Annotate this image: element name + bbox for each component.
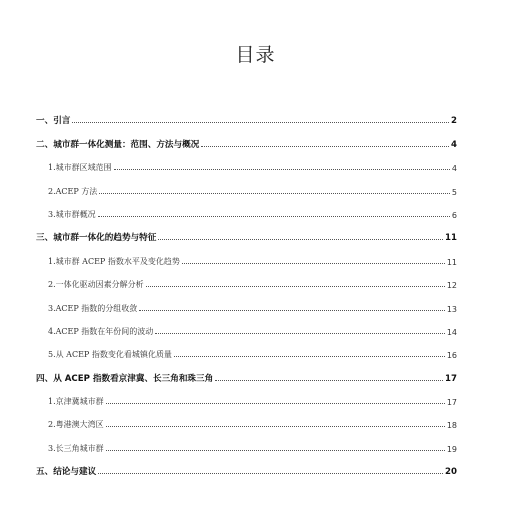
dot-leader [106, 450, 445, 451]
toc-entry-annual-volatility[interactable] [36, 314, 457, 337]
dot-leader [158, 239, 443, 240]
toc-entry-page: 14 [446, 327, 457, 337]
dot-leader [215, 380, 443, 381]
toc-entry-label: 1.城市群区域范围 [48, 163, 112, 173]
toc-entry-label: 5.从 ACEP 指数变化看城镇化质量 [48, 350, 172, 360]
toc-entry-label: 1.城市群 ACEP 指数水平及变化趋势 [48, 256, 180, 266]
toc-entry-trends[interactable] [36, 220, 457, 243]
toc-entry-label: 四、从 ACEP 指数看京津冀、长三角和珠三角 [36, 373, 214, 384]
toc-entry-overview[interactable] [36, 197, 457, 220]
toc-entry-three-regions[interactable] [36, 360, 457, 383]
dot-leader [99, 193, 450, 194]
toc-entry-page: 12 [446, 281, 457, 291]
toc-entry-label: 一、引言 [36, 116, 71, 127]
toc-entry-label: 3.城市群概况 [48, 209, 96, 219]
toc-entry-label: 三、城市群一体化的趋势与特征 [36, 233, 157, 244]
toc-entry-page: 2 [451, 116, 457, 127]
table-of-contents [36, 103, 457, 477]
dot-leader [155, 333, 445, 334]
toc-entry-page: 20 [445, 467, 457, 478]
toc-entry-page: 11 [445, 233, 457, 244]
dot-leader [98, 216, 450, 217]
toc-entry-introduction[interactable] [36, 103, 457, 126]
toc-entry-page: 4 [451, 139, 457, 150]
toc-entry-conclusions[interactable] [36, 454, 457, 477]
toc-entry-yangtze-delta[interactable] [36, 430, 457, 453]
dot-leader [98, 473, 443, 474]
toc-entry-page: 5 [451, 187, 457, 197]
toc-entry-page: 17 [445, 373, 457, 384]
toc-entry-measurement[interactable] [36, 126, 457, 149]
toc-entry-page: 19 [446, 444, 457, 454]
toc-entry-region-scope[interactable] [36, 150, 457, 173]
dot-leader [201, 146, 449, 147]
toc-entry-page: 18 [446, 421, 457, 431]
dot-leader [114, 169, 450, 170]
toc-entry-page: 11 [446, 257, 457, 267]
toc-entry-label: 1.京津冀城市群 [48, 397, 104, 407]
toc-entry-group-convergence[interactable] [36, 290, 457, 313]
dot-leader [106, 403, 445, 404]
dot-leader [182, 263, 445, 264]
toc-entry-label: 4.ACEP 指数在年份间的波动 [48, 326, 154, 336]
toc-entry-label: 2.一体化驱动因素分解分析 [48, 280, 144, 290]
toc-entry-label: 2.ACEP 方法 [48, 186, 98, 196]
toc-entry-jingjinji[interactable] [36, 384, 457, 407]
page-title: 目录 [235, 44, 276, 66]
toc-entry-acep-method[interactable] [36, 173, 457, 196]
toc-entry-label: 3.长三角城市群 [48, 443, 104, 453]
toc-entry-page: 6 [451, 210, 457, 220]
dot-leader [174, 356, 445, 357]
toc-entry-label: 3.ACEP 指数的分组收敛 [48, 303, 138, 313]
toc-entry-index-level[interactable] [36, 243, 457, 266]
toc-entry-driver-decomposition[interactable] [36, 267, 457, 290]
dot-leader [106, 426, 445, 427]
toc-entry-urbanization-quality[interactable] [36, 337, 457, 360]
dot-leader [72, 122, 449, 123]
toc-entry-page: 16 [446, 351, 457, 361]
toc-entry-label: 五、结论与建议 [36, 467, 97, 478]
toc-entry-label: 2.粤港澳大湾区 [48, 420, 104, 430]
toc-entry-greater-bay-area[interactable] [36, 407, 457, 430]
toc-entry-page: 17 [446, 398, 457, 408]
toc-entry-page: 13 [446, 304, 457, 314]
toc-entry-page: 4 [451, 164, 457, 174]
toc-entry-label: 二、城市群一体化测量：范围、方法与概况 [36, 139, 200, 150]
dot-leader [139, 310, 445, 311]
dot-leader [146, 286, 445, 287]
